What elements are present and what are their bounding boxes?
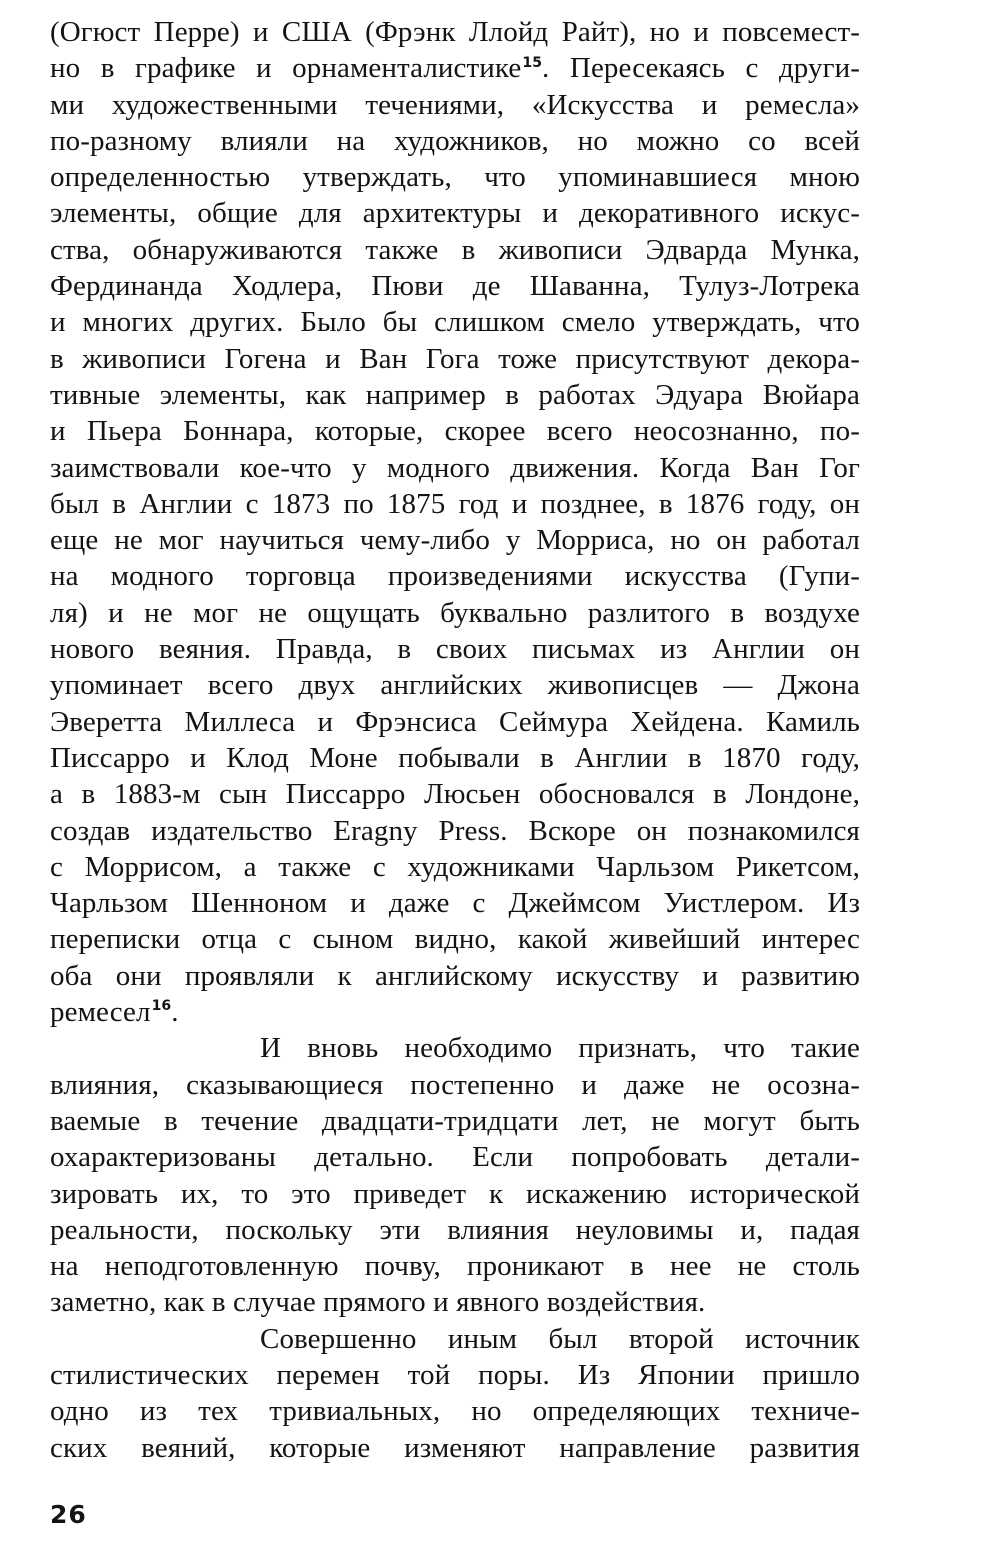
text-line xyxy=(50,1103,860,1139)
text-line xyxy=(50,195,860,231)
text-line xyxy=(50,232,860,268)
text-line xyxy=(50,849,860,885)
text-line xyxy=(50,522,860,558)
text-line-content: охарактеризованы детально. Если попробовать детали- xyxy=(50,1141,860,1174)
text-line-content: влияния, сказывающиеся постепенно и даже не осозна- xyxy=(50,1068,860,1101)
text-line xyxy=(50,304,860,340)
text-line-continuation: . Пересекаясь с други- xyxy=(542,52,860,85)
text-line xyxy=(50,123,860,159)
text-line-content: с Моррисом, а также с художниками Чарльзом Рикетсом, xyxy=(50,850,860,883)
text-line-content: тивные элементы, как например в работах Эдуара Вюйара xyxy=(50,378,860,411)
text-line xyxy=(50,450,860,486)
text-line xyxy=(50,1030,860,1066)
text-line xyxy=(50,776,860,812)
text-line-content: определенностью утверждать, что упоминавшиеся мною xyxy=(50,161,860,194)
text-line xyxy=(50,87,860,123)
text-line-content: в живописи Гогена и Ван Гога тоже присутствуют декора- xyxy=(50,342,860,375)
text-line xyxy=(50,1248,860,1284)
text-line xyxy=(50,50,860,86)
text-line-content: зировать их, то это приведет к искажению исторической xyxy=(50,1177,860,1210)
text-line-content: элементы, общие для архитектуры и декоративного искус- xyxy=(50,197,860,230)
text-line-content: но в графике и орнаменталистике xyxy=(50,52,522,85)
text-line-content: ля) и не мог не ощущать буквально разлитого в воздухе xyxy=(50,596,860,629)
text-line xyxy=(50,595,860,631)
text-line-content: ских веяний, которые изменяют направление развития xyxy=(50,1431,860,1464)
text-line xyxy=(50,1212,860,1248)
text-line-content: Чарльзом Шенноном и даже с Джеймсом Уистлером. Из xyxy=(50,887,860,920)
text-line xyxy=(50,14,860,50)
text-line-content: (Огюст Перре) и США (Фрэнк Ллойд Райт), но и повсемест- xyxy=(50,16,860,48)
text-line xyxy=(50,1067,860,1103)
text-line-content: переписки отца с сыном видно, какой живейший интерес xyxy=(50,923,860,956)
text-line xyxy=(50,1284,860,1320)
text-line xyxy=(50,813,860,849)
text-line xyxy=(50,1176,860,1212)
text-line xyxy=(50,667,860,703)
text-line xyxy=(50,377,860,413)
text-line-content: одно из тех тривиальных, но определяющих техниче- xyxy=(50,1395,860,1428)
text-line-content: Фердинанда Ходлера, Пюви де Шаванна, Тулуз-Лотрека xyxy=(50,270,860,303)
footnote-marker: 16 xyxy=(151,998,172,1015)
text-line-content: упоминает всего двух английских живописцев — Джона xyxy=(50,669,860,702)
text-line-content: заимствовали кое-что у модного движения. Когда Ван Гог xyxy=(50,451,860,484)
text-line-content: и многих других. Было бы слишком смело утверждать, что xyxy=(50,306,860,339)
text-line xyxy=(50,740,860,776)
text-line-content: стилистических перемен той поры. Из Японии пришло xyxy=(50,1358,860,1391)
text-line-content: ремесел xyxy=(50,996,151,1029)
text-line-content: Эверетта Миллеса и Фрэнсиса Сеймура Хейдена. Камиль xyxy=(50,705,860,738)
page-number: 26 xyxy=(50,1500,87,1529)
text-line-content: на модного торговца произведениями искусства (Гупи- xyxy=(50,560,860,593)
text-line xyxy=(50,1430,860,1466)
text-line-content: ми художественными течениями, «Искусства и ремесла» xyxy=(50,88,860,121)
text-line xyxy=(50,486,860,522)
text-line-content: Писсарро и Клод Моне побывали в Англии в 1870 году, xyxy=(50,741,860,774)
text-line xyxy=(50,994,860,1030)
text-line-content: реальности, поскольку эти влияния неуловимы и, падая xyxy=(50,1213,860,1246)
text-line xyxy=(50,413,860,449)
text-line-content: по-разному влияли на художников, но можно со всей xyxy=(50,124,860,157)
text-line xyxy=(50,1321,860,1357)
text-line-content: нового веяния. Правда, в своих письмах из Англии он xyxy=(50,633,860,666)
text-line-content: на неподготовленную почву, проникают в нее не столь xyxy=(50,1250,860,1283)
text-line-content: и Пьера Боннара, которые, скорее всего неосознанно, по- xyxy=(50,415,860,448)
text-line xyxy=(50,885,860,921)
footnote-marker: 15 xyxy=(522,54,543,71)
text-line-content: ства, обнаруживаются также в живописи Эдварда Мунка, xyxy=(50,233,860,266)
text-line-content: создав издательство Eragny Press. Вскоре он познакомился xyxy=(50,814,860,847)
text-line-content: ваемые в течение двадцати-тридцати лет, не могут быть xyxy=(50,1104,860,1137)
text-line xyxy=(50,1139,860,1175)
body-text xyxy=(50,14,860,1466)
text-line xyxy=(50,1357,860,1393)
text-line-content: еще не мог научиться чему-либо у Морриса, но он работал xyxy=(50,524,860,557)
text-line-content: И вновь необходимо признать, что такие xyxy=(260,1032,860,1065)
text-line xyxy=(50,558,860,594)
text-line xyxy=(50,159,860,195)
text-line-content: был в Англии с 1873 по 1875 год и позднее, в 1876 году, он xyxy=(50,487,860,520)
text-line-continuation: . xyxy=(171,996,179,1029)
text-line-content: заметно, как в случае прямого и явного воздействия. xyxy=(50,1286,706,1319)
text-line xyxy=(50,704,860,740)
text-line-content: Совершенно иным был второй источник xyxy=(260,1322,860,1355)
text-line xyxy=(50,341,860,377)
text-line xyxy=(50,921,860,957)
text-line xyxy=(50,958,860,994)
text-line xyxy=(50,268,860,304)
text-line xyxy=(50,631,860,667)
text-line-content: а в 1883-м сын Писсарро Люсьен обосновался в Лондоне, xyxy=(50,778,860,811)
text-line xyxy=(50,1393,860,1429)
text-line-content: оба они проявляли к английскому искусству и развитию xyxy=(50,959,860,992)
